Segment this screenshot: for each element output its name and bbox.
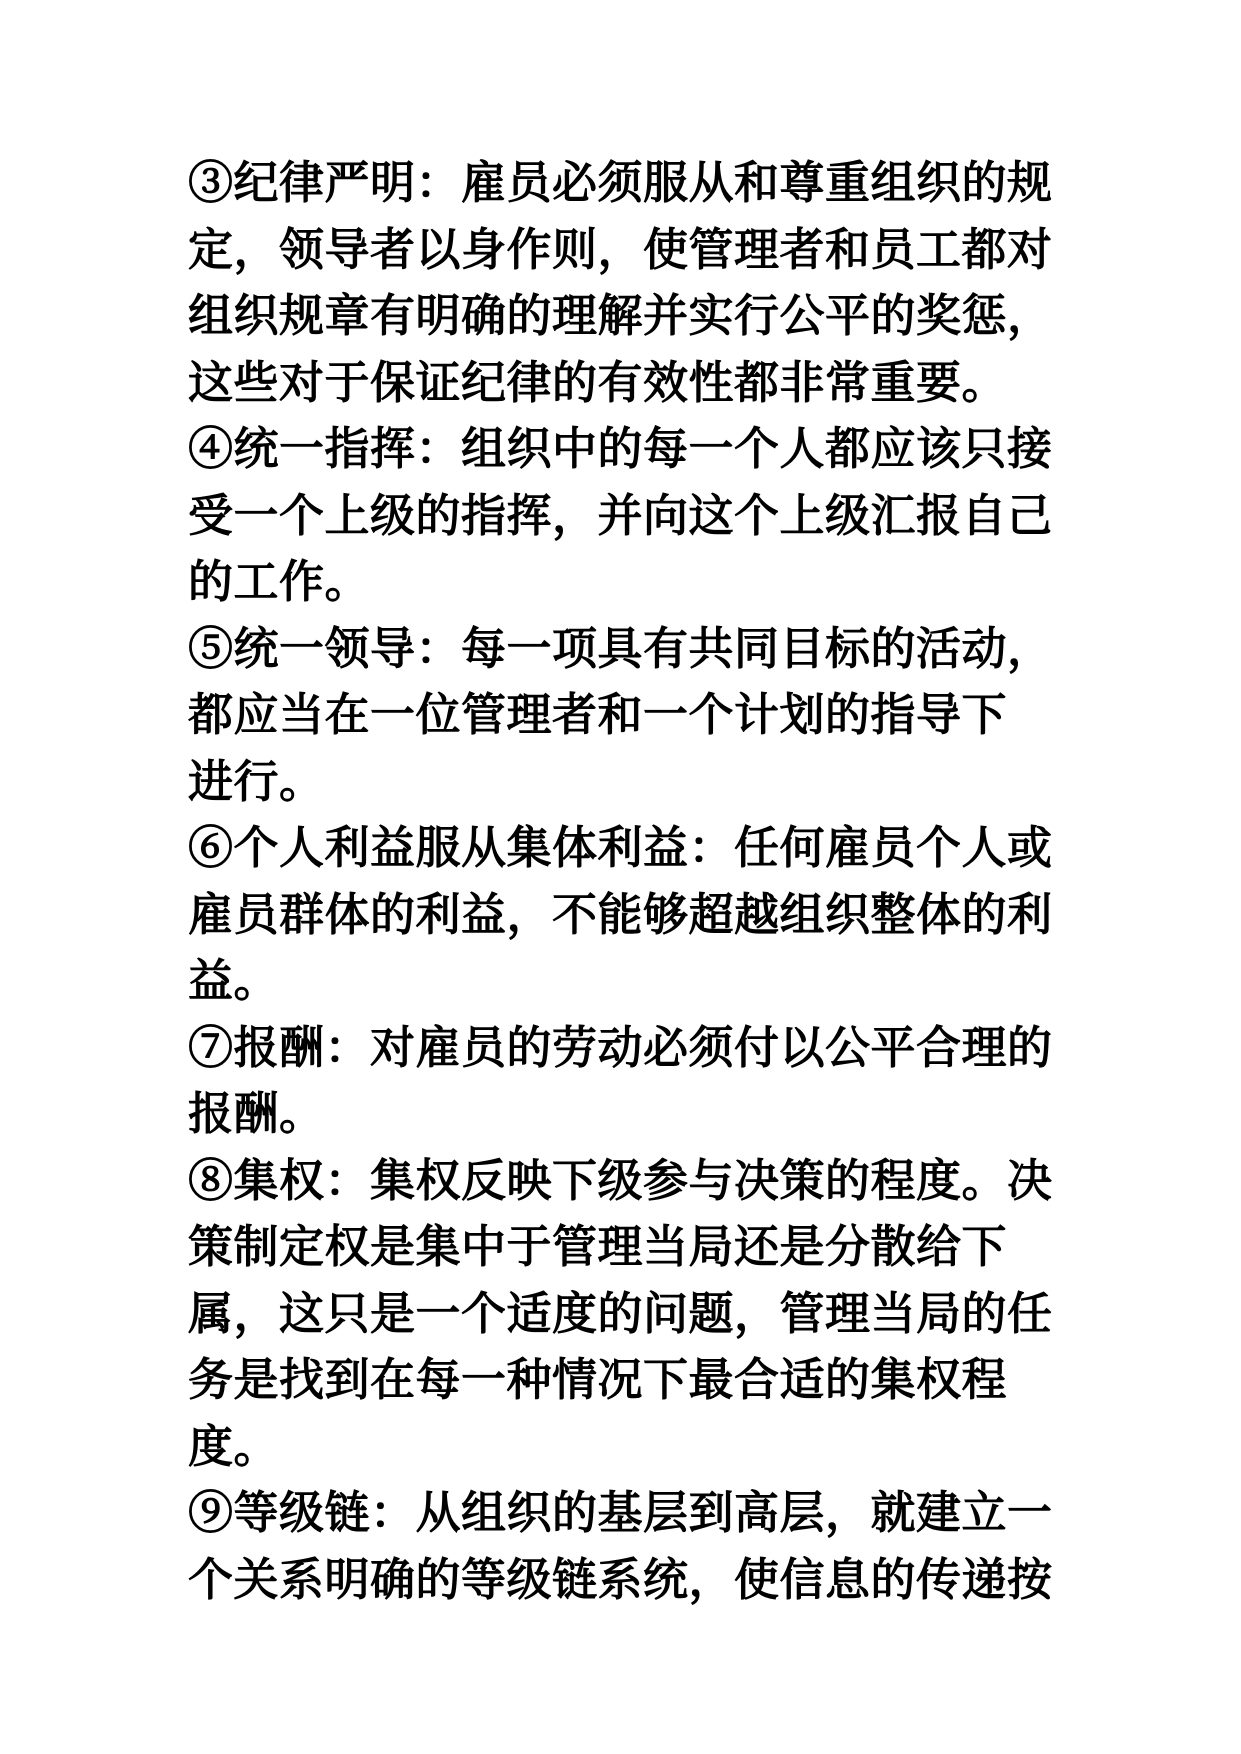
text-line: 组织规章有明确的理解并实行公平的奖惩，	[188, 289, 1053, 342]
paragraph-unity-of-direction	[188, 616, 1058, 816]
text-line: 度。	[188, 1419, 280, 1473]
text-line: ⑧集权：集权反映下级参与决策的程度。决	[188, 1153, 1053, 1207]
text-line: 属，这只是一个适度的问题，管理当局的任	[188, 1286, 1053, 1340]
text-line: ④统一指挥：组织中的每一个人都应该只接	[188, 422, 1053, 475]
text-line: 务是找到在每一种情况下最合适的集权程	[188, 1353, 1008, 1406]
text-line: 受一个上级的指挥，并向这个上级汇报自己	[188, 488, 1053, 542]
text-line: 雇员群体的利益，不能够超越组织整体的利	[188, 887, 1053, 941]
text-line: 这些对于保证纪律的有效性都非常重要。	[188, 355, 1008, 409]
text-line: ⑤统一领导：每一项具有共同目标的活动，	[188, 621, 1053, 675]
text-line: 益。	[188, 954, 280, 1007]
paragraph-scalar-chain	[188, 1480, 1058, 1613]
text-line: 都应当在一位管理者和一个计划的指导下	[188, 688, 1008, 741]
paragraph-unity-of-command	[188, 416, 1058, 616]
text-line: 报酬。	[188, 1087, 325, 1140]
text-line: 个关系明确的等级链系统，使信息的传递按	[188, 1552, 1053, 1606]
paragraph-remuneration	[188, 1015, 1058, 1148]
text-line: 进行。	[188, 754, 325, 808]
text-line: 定，领导者以身作则，使管理者和员工都对	[188, 222, 1053, 276]
paragraph-subordination-of-interest	[188, 815, 1058, 1015]
paragraph-centralization	[188, 1148, 1058, 1481]
paragraph-discipline	[188, 150, 1058, 416]
text-line: ⑨等级链：从组织的基层到高层，就建立一	[188, 1486, 1053, 1539]
text-line: ③纪律严明：雇员必须服从和尊重组织的规	[188, 156, 1053, 209]
text-line: 的工作。	[188, 555, 371, 608]
text-line: ⑦报酬：对雇员的劳动必须付以公平合理的	[188, 1020, 1053, 1074]
document-body	[188, 150, 1058, 1613]
text-line: 策制定权是集中于管理当局还是分散给下	[188, 1220, 1008, 1273]
text-line: ⑥个人利益服从集体利益：任何雇员个人或	[188, 821, 1053, 874]
